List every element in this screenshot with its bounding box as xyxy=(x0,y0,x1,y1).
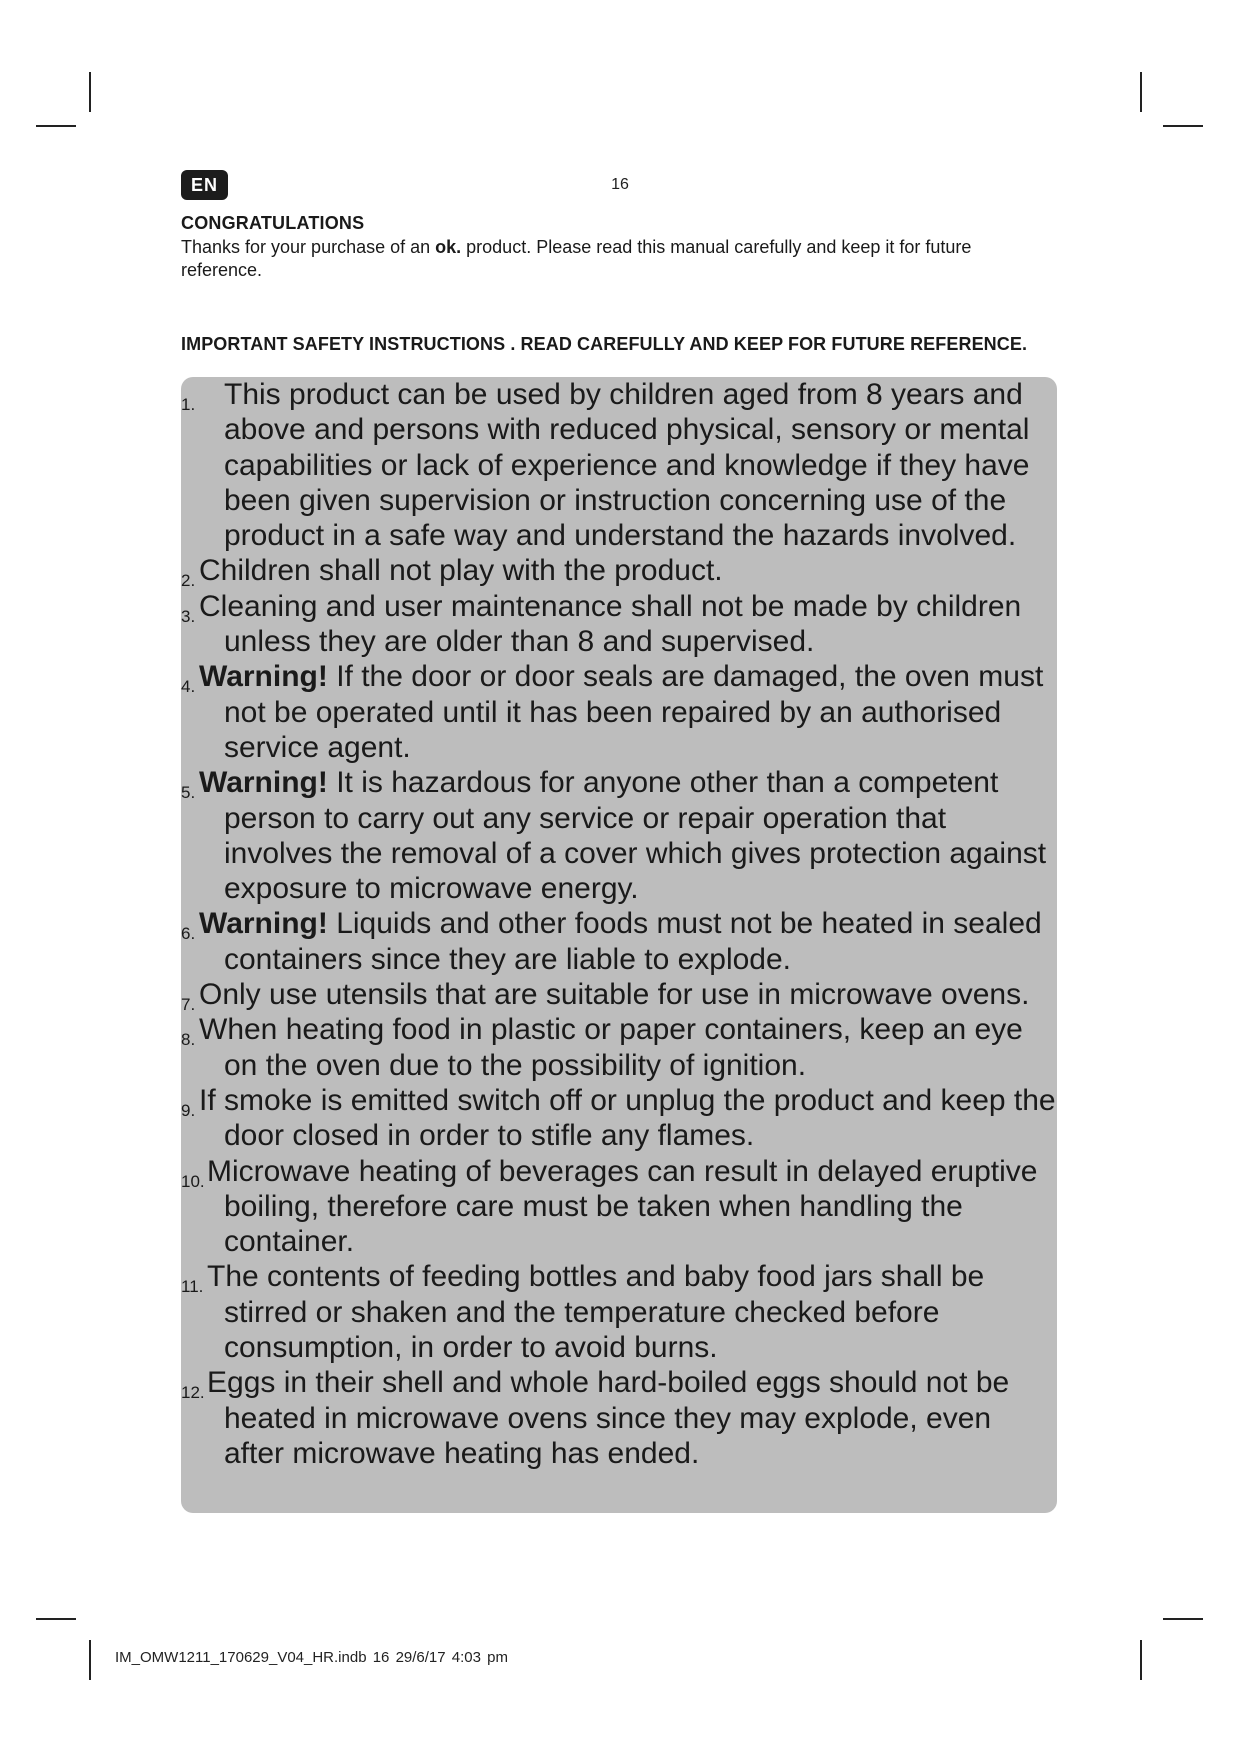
instruction-text: Children shall not play with the product. xyxy=(199,554,723,588)
instruction-number: 8. xyxy=(181,1030,196,1050)
warning-label: Warning! xyxy=(199,907,328,941)
instruction-item-9 xyxy=(181,1083,1057,1154)
instruction-item-11 xyxy=(181,1259,1057,1365)
instruction-number: 3. xyxy=(181,606,196,626)
warning-label: Warning! xyxy=(199,660,328,694)
instruction-item-3 xyxy=(181,589,1057,660)
instruction-number: 4. xyxy=(181,677,196,697)
crop-mark-bottom-right-v xyxy=(1140,1640,1142,1680)
crop-mark-top-left-v xyxy=(89,72,91,112)
instruction-text: If the door or door seals are damaged, the oven must not be operated until it has been repaired by an authorised service agent. xyxy=(224,660,1044,764)
crop-mark-top-right-v xyxy=(1140,72,1142,112)
instruction-body xyxy=(181,765,1057,906)
crop-mark-top-right-h xyxy=(1163,125,1203,127)
instruction-number: 7. xyxy=(181,995,196,1015)
instruction-number: 1. xyxy=(181,395,196,414)
safety-instructions-list xyxy=(181,377,1057,1471)
instruction-item-12 xyxy=(181,1365,1057,1471)
crop-mark-bottom-right-h xyxy=(1163,1618,1203,1620)
instruction-text: It is hazardous for anyone other than a competent person to carry out any service or repair operation that involves the removal of a cover which gives protection against exposure to microwave energy. xyxy=(224,766,1047,906)
instruction-number: 5. xyxy=(181,783,196,803)
intro-paragraph xyxy=(181,236,1041,282)
safety-heading: IMPORTANT SAFETY INSTRUCTIONS . READ CAREFULLY AND KEEP FOR FUTURE REFERENCE. xyxy=(181,334,1028,354)
congratulations-title: CONGRATULATIONS xyxy=(181,213,365,233)
intro-after: product. Please read this manual carefully and keep it for future reference. xyxy=(181,237,972,280)
page-number: 16 xyxy=(611,176,629,193)
instruction-body xyxy=(181,659,1057,765)
instruction-text: If smoke is emitted switch off or unplug the product and keep the door closed in order to stifle any flames. xyxy=(199,1083,1056,1153)
instruction-text: When heating food in plastic or paper containers, keep an eye on the oven due to the possibility of ignition. xyxy=(199,1013,1023,1082)
crop-mark-top-left-h xyxy=(36,125,76,127)
instruction-text: Liquids and other foods must not be heated in sealed containers since they are liable to explode. xyxy=(224,907,1042,976)
print-slug: IM_OMW1211_170629_V04_HR.indb 16 29/6/17 4:03 pm xyxy=(115,1649,508,1666)
safety-instructions-box xyxy=(181,377,1057,1513)
instruction-number: 6. xyxy=(181,924,196,944)
instruction-text: Microwave heating of beverages can result in delayed eruptive boiling, therefore care must be taken when handling the container. xyxy=(207,1154,1038,1259)
instruction-item-8 xyxy=(181,1012,1057,1083)
instruction-item-1 xyxy=(181,377,1057,553)
instruction-number: 9. xyxy=(181,1100,196,1120)
language-badge: EN xyxy=(181,170,228,200)
instruction-item-6 xyxy=(181,906,1057,977)
instruction-number: 11. xyxy=(181,1277,204,1297)
instruction-item-7 xyxy=(181,977,1057,1015)
instruction-item-5 xyxy=(181,765,1057,906)
instruction-number: 12. xyxy=(181,1383,205,1403)
instruction-number: 10. xyxy=(181,1171,205,1191)
brand-name: ok. xyxy=(435,237,462,257)
instruction-text: Cleaning and user maintenance shall not be made by children unless they are older than 8 and supervised. xyxy=(199,589,1022,659)
instruction-body xyxy=(181,906,1057,977)
instruction-number: 2. xyxy=(181,571,196,591)
instruction-text: The contents of feeding bottles and baby food jars shall be stirred or shaken and the temperature checked before consumption, in order to avoid burns. xyxy=(207,1260,985,1365)
instruction-text: Eggs in their shell and whole hard-boiled eggs should not be heated in microwave ovens since they may explode, even after microwave heating has ended. xyxy=(207,1366,1010,1470)
instruction-text: This product can be used by children aged from 8 years and above and persons with reduced physical, sensory or mental capabilities or lack of experience and knowledge if they have been given supervision or instruction concerning use of the product in a safe way and understand the hazards involved. xyxy=(224,378,1030,553)
crop-mark-bottom-left-v xyxy=(89,1640,91,1680)
instruction-text: Only use utensils that are suitable for use in microwave ovens. xyxy=(199,978,1030,1012)
instruction-item-2 xyxy=(181,553,1057,591)
instruction-item-4 xyxy=(181,659,1057,765)
intro-before: Thanks for your purchase of an xyxy=(181,237,436,257)
warning-label: Warning! xyxy=(199,766,328,800)
instruction-item-10 xyxy=(181,1154,1057,1260)
crop-mark-bottom-left-h xyxy=(36,1618,76,1620)
